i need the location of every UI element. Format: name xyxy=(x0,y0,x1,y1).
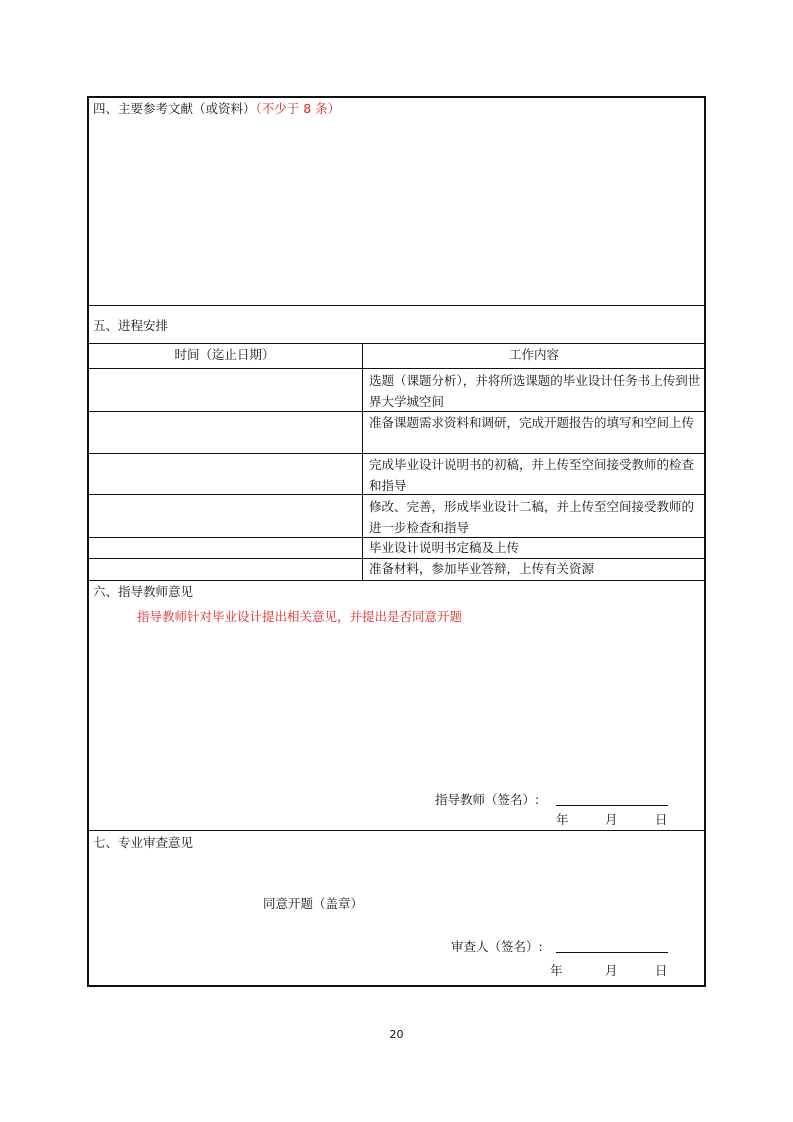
divider xyxy=(87,368,706,369)
advisor-date-year: 年 xyxy=(556,812,569,827)
divider xyxy=(87,558,706,559)
advisor-signature-line[interactable] xyxy=(556,805,668,806)
section-4-title: 四、主要参考文献（或资料） xyxy=(93,101,256,116)
row-work-text: 准备课题需求资料和调研，完成开题报告的填写和空间上传 xyxy=(369,415,695,430)
reviewer-signature-line[interactable] xyxy=(556,952,668,953)
section-7-heading: 七、专业审查意见 xyxy=(93,835,194,850)
section-6-note: 指导教师针对毕业设计提出相关意见，并提出是否同意开题 xyxy=(137,609,463,624)
reviewer-date-year: 年 xyxy=(550,963,563,978)
section-5-heading: 五、进程安排 xyxy=(93,318,169,333)
page-number: 20 xyxy=(389,1028,404,1041)
divider xyxy=(87,580,706,581)
advisor-date-month: 月 xyxy=(605,812,618,827)
row-work-text: 选题（课题分析），并将所选课题的毕业设计任务书上传到世界大学城空间 xyxy=(369,373,701,409)
column-header-time: 时间（迄止日期） xyxy=(174,347,275,362)
divider xyxy=(87,343,706,344)
row-work-text: 准备材料，参加毕业答辩，上传有关资源 xyxy=(369,561,595,576)
column-header-work: 工作内容 xyxy=(508,347,559,362)
reviewer-date-month: 月 xyxy=(605,963,618,978)
column-divider xyxy=(362,343,363,580)
reviewer-signature-label: 审查人（签名）: xyxy=(451,939,543,954)
approval-stamp-text: 同意开题（盖章） xyxy=(263,896,364,911)
divider xyxy=(87,537,706,538)
section-4-heading xyxy=(93,101,340,117)
row-work-text: 完成毕业设计说明书的初稿，并上传至空间接受教师的检查和指导 xyxy=(369,457,695,493)
section-4-note: （不少于 8 条） xyxy=(255,101,341,116)
row-work-text: 毕业设计说明书定稿及上传 xyxy=(369,540,520,555)
reviewer-date-day: 日 xyxy=(655,963,668,978)
advisor-date-day: 日 xyxy=(655,812,668,827)
divider xyxy=(87,305,706,306)
row-work-text: 修改、完善，形成毕业设计二稿，并上传至空间接受教师的进一步检查和指导 xyxy=(369,499,695,535)
divider xyxy=(87,494,706,495)
advisor-signature-label: 指导教师（签名）: xyxy=(435,792,540,807)
divider xyxy=(87,830,706,831)
section-6-heading: 六、指导教师意见 xyxy=(93,584,194,599)
